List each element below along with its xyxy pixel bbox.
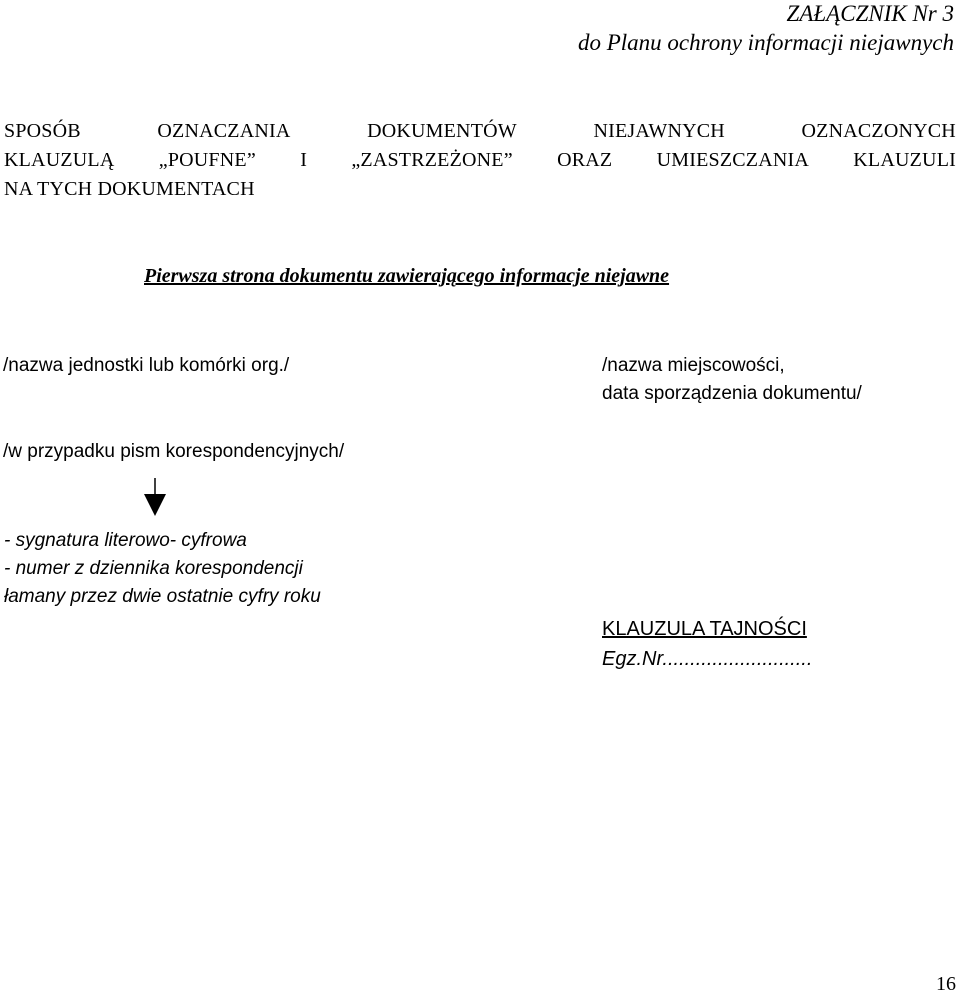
heading-word: KLAUZULI	[853, 149, 956, 171]
heading-word: DOKUMENTÓW	[367, 120, 517, 142]
reference-lines	[4, 527, 321, 611]
heading-line-2	[4, 146, 956, 175]
document-heading	[4, 117, 956, 204]
heading-word: I	[300, 149, 308, 171]
heading-word: OZNACZANIA	[157, 120, 291, 142]
reference-line: - sygnatura literowo- cyfrowa	[4, 530, 247, 551]
correspondence-note: /w przypadku pism korespondencyjnych/	[3, 441, 345, 462]
heading-word: SPOSÓB	[4, 120, 81, 142]
heading-word: KLAUZULĄ	[4, 149, 115, 171]
place-date-placeholder	[602, 352, 862, 408]
unit-name-placeholder: /nazwa jednostki lub komórki org./	[3, 355, 290, 376]
annex-subtitle: do Planu ochrony informacji niejawnych	[577, 30, 954, 55]
reference-line: - numer z dziennika korespondencji	[4, 558, 303, 579]
down-arrow-icon	[143, 478, 167, 516]
place-line: /nazwa miejscowości,	[602, 355, 785, 376]
heading-word: NIEJAWNYCH	[593, 120, 725, 142]
heading-line-3: NA TYCH DOKUMENTACH	[4, 178, 255, 200]
section-title: Pierwsza strona dokumentu zawierającego informacje niejawne	[144, 265, 670, 287]
heading-word: „POUFNE”	[158, 149, 256, 171]
heading-word: „ZASTRZEŻONE”	[351, 149, 513, 171]
annex-title: ZAŁĄCZNIK Nr 3	[786, 1, 954, 26]
date-line: data sporządzenia dokumentu/	[602, 383, 862, 404]
heading-word: UMIESZCZANIA	[656, 149, 809, 171]
page-number: 16	[936, 973, 956, 995]
copy-number: Egz.Nr...........................	[602, 648, 813, 670]
heading-word: OZNACZONYCH	[801, 120, 956, 142]
heading-word: ORAZ	[557, 149, 613, 171]
classification-label: KLAUZULA TAJNOŚCI	[602, 618, 807, 640]
heading-line-1	[4, 117, 956, 146]
reference-line: łamany przez dwie ostatnie cyfry roku	[4, 586, 321, 607]
